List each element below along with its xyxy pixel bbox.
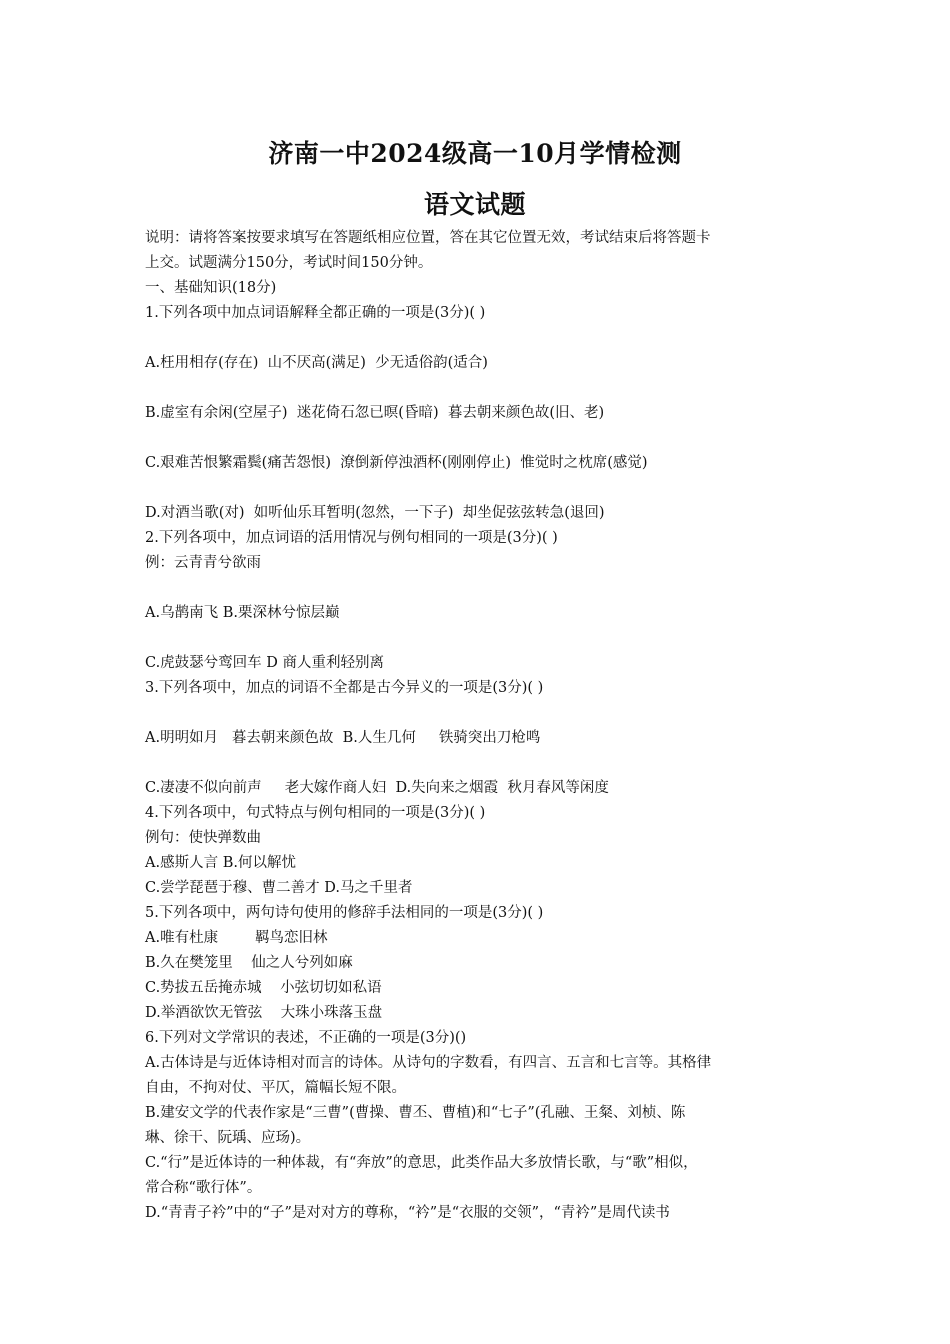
instructions-line: 上交。试题满分150分，考试时间150分钟。 <box>145 255 433 271</box>
question-option: B.虚室有余闲(空屋子) 迷花倚石忽已暝(昏暗) 暮去朝来颜色故(旧、老) <box>145 405 605 421</box>
question-option: B.建安文学的代表作家是“三曹”(曹操、曹丕、曹植)和“七子”(孔融、王粲、刘桢、陈 <box>145 1105 686 1121</box>
question-option: C.凄凄不似向前声 老大嫁作商人妇 D.失向来之烟霞 秋月春风等闲度 <box>145 780 609 796</box>
question-option: C.艰难苦恨繁霜鬓(痛苦怨恨) 潦倒新停浊酒杯(刚刚停止) 惟觉时之枕席(感觉) <box>145 455 648 471</box>
question-option: A.明明如月 暮去朝来颜色故 B.人生几何 铁骑突出刀枪鸣 <box>145 730 541 746</box>
question-option: C.虎鼓瑟兮鸾回车 D 商人重利轻别离 <box>145 655 385 671</box>
question-option: D.对酒当歌(对) 如听仙乐耳暂明(忽然，一下子) 却坐促弦弦转急(退回) <box>145 505 605 521</box>
question-option: 常合称“歌行体”。 <box>145 1180 262 1196</box>
section-heading: 一、基础知识(18分) <box>145 280 277 296</box>
question-option: 自由，不拘对仗、平仄，篇幅长短不限。 <box>145 1080 406 1096</box>
exam-content <box>145 226 817 1226</box>
question-stem: 3.下列各项中，加点的词语不全都是古今异义的一项是(3分)( ) <box>145 680 544 696</box>
question-option: C.势拔五岳掩赤城 小弦切切如私语 <box>145 980 382 996</box>
question-stem: 6.下列对文学常识的表述，不正确的一项是(3分)() <box>145 1030 467 1046</box>
question-option: 琳、徐干、阮瑀、应玚)。 <box>145 1130 311 1146</box>
question-option: C.尝学琵琶于穆、曹二善才 D.马之千里者 <box>145 880 413 896</box>
question-option: A.乌鹊南飞 B.栗深林兮惊层巅 <box>145 605 340 621</box>
question-option: B.久在樊笼里 仙之人兮列如麻 <box>145 955 353 971</box>
question-stem: 1.下列各项中加点词语解释全都正确的一项是(3分)( ) <box>145 305 486 321</box>
question-stem: 4.下列各项中，句式特点与例句相同的一项是(3分)( ) <box>145 805 486 821</box>
question-option: D.“青青子衿”中的“子”是对对方的尊称，“衿”是“衣服的交领”，“青衿”是周代读书 <box>145 1205 670 1221</box>
example-line: 例句：使快弹数曲 <box>145 830 261 846</box>
example-line: 例：云青青兮欲雨 <box>145 555 261 571</box>
instructions-line: 说明：请将答案按要求填写在答题纸相应位置，答在其它位置无效，考试结束后将答题卡 <box>145 230 711 246</box>
exam-subtitle: 语文试题 <box>423 190 526 219</box>
question-stem: 5.下列各项中，两句诗句使用的修辞手法相同的一项是(3分)( ) <box>145 905 544 921</box>
question-option: D.举酒欲饮无管弦 大珠小珠落玉盘 <box>145 1005 383 1021</box>
exam-title: 济南一中2024级高一10月学情检测 <box>268 139 682 168</box>
question-option: A.古体诗是与近体诗相对而言的诗体。从诗句的字数看，有四言、五言和七言等。其格律 <box>145 1055 712 1071</box>
question-stem: 2.下列各项中，加点词语的活用情况与例句相同的一项是(3分)( ) <box>145 530 558 546</box>
question-option: A.感斯人言 B.何以解忧 <box>145 855 296 871</box>
question-option: C.“行”是近体诗的一种体裁，有“奔放”的意思，此类作品大多放情长歌，与“歌”相似， <box>145 1155 698 1171</box>
question-option: A.枉用相存(存在) 山不厌高(满足) 少无适俗韵(适合) <box>145 355 488 371</box>
question-option: A.唯有杜康 羁鸟恋旧林 <box>145 930 328 946</box>
